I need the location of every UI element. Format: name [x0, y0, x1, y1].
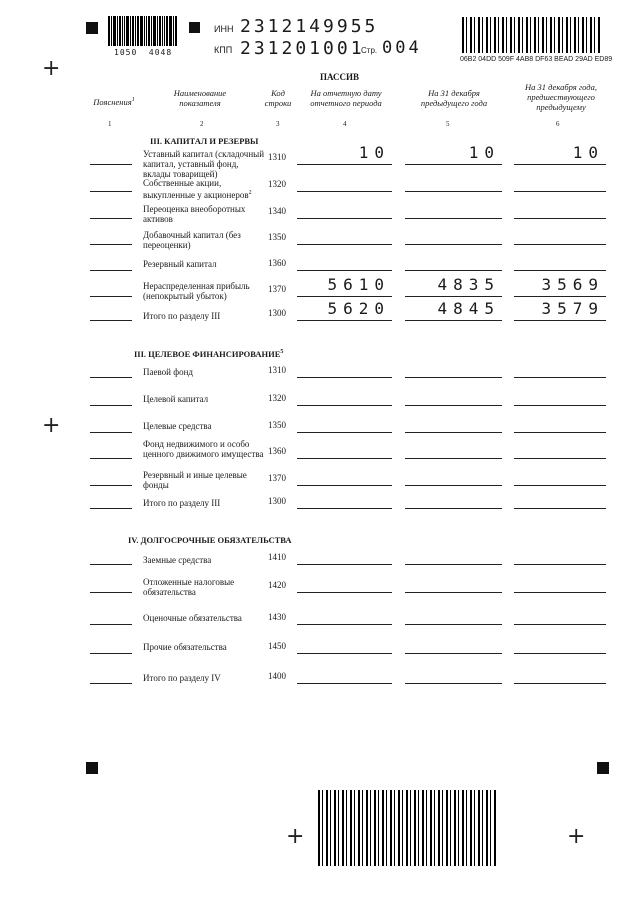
- kpp-value: 231201001: [240, 38, 365, 59]
- explanation-cell-line: [90, 296, 132, 297]
- row-code: 1400: [268, 671, 286, 681]
- value-current-period-line: [297, 485, 392, 486]
- row-code: 1420: [268, 580, 286, 590]
- row-name: Целевой капитал: [143, 394, 209, 404]
- col-number-5: 5: [446, 120, 450, 128]
- value-current-period-line: [297, 564, 392, 565]
- value-year-before-previous: 10: [572, 143, 604, 162]
- value-previous-year-line: [405, 508, 502, 509]
- registration-square-top-left: [86, 22, 98, 34]
- value-year-before-previous: 3569: [541, 275, 604, 294]
- explanation-cell-line: [90, 377, 132, 378]
- col-header-3: Код строки: [264, 88, 292, 108]
- row-code: 1350: [268, 420, 286, 430]
- value-current-period: 5610: [327, 275, 390, 294]
- row-code: 1410: [268, 552, 286, 562]
- col-number-6: 6: [556, 120, 560, 128]
- value-current-period: 10: [358, 143, 390, 162]
- value-year-before-previous-line: [514, 320, 606, 321]
- crosshair-mark-bottom-left: +: [286, 824, 305, 849]
- value-previous-year-line: [405, 218, 502, 219]
- value-year-before-previous-line: [514, 432, 606, 433]
- value-year-before-previous-line: [514, 270, 606, 271]
- explanation-cell-line: [90, 405, 132, 406]
- explanation-cell-line: [90, 508, 132, 509]
- explanation-cell-line: [90, 191, 132, 192]
- barcode-number: 1050 4048: [114, 48, 173, 57]
- registration-square-bottom-right: [597, 762, 609, 774]
- table-title: ПАССИВ: [320, 72, 360, 82]
- row-code: 1430: [268, 612, 286, 622]
- barcode-1d: [108, 16, 178, 46]
- explanation-cell-line: [90, 564, 132, 565]
- row-code: 1340: [268, 206, 286, 216]
- section-title-target-financing: III. ЦЕЛЕВОЕ ФИНАНСИРОВАНИЕ$^5$: [134, 349, 284, 359]
- explanation-cell-line: [90, 485, 132, 486]
- value-previous-year: 4835: [437, 275, 500, 294]
- value-previous-year-line: [405, 191, 502, 192]
- col-number-2: 2: [200, 120, 204, 128]
- value-current-period-line: [297, 270, 392, 271]
- value-current-period-line: [297, 377, 392, 378]
- inn-value: 2312149955: [240, 16, 379, 37]
- value-current-period-line: [297, 458, 392, 459]
- row-name: Отложенные налоговые обязательства: [143, 577, 235, 597]
- col-number-4: 4: [343, 120, 347, 128]
- hex-code: 06B2 04DD 509F 4AB8 DF63 BEAD 29AD ED89: [460, 56, 613, 63]
- col-header-2: Наименование показателя: [173, 88, 227, 108]
- row-name: Итого по разделу III: [143, 498, 221, 508]
- row-name: Заемные средства: [143, 555, 212, 565]
- row-code: 1320: [268, 393, 286, 403]
- col-header-1: Пояснения$^1$: [93, 96, 135, 107]
- col-header-4: На отчетную дату отчетного периода: [310, 88, 382, 108]
- explanation-cell-line: [90, 218, 132, 219]
- value-previous-year: 10: [468, 143, 500, 162]
- row-name: Паевой фонд: [143, 367, 193, 377]
- value-year-before-previous-line: [514, 191, 606, 192]
- row-name: Уставный капитал (складочный капитал, уставный фонд, вклады товарищей): [143, 149, 265, 179]
- explanation-cell-line: [90, 164, 132, 165]
- explanation-cell-line: [90, 653, 132, 654]
- value-year-before-previous-line: [514, 485, 606, 486]
- value-previous-year-line: [405, 164, 502, 165]
- value-previous-year-line: [405, 405, 502, 406]
- explanation-cell-line: [90, 458, 132, 459]
- section-title-capital: III. КАПИТАЛ И РЕЗЕРВЫ: [150, 136, 259, 146]
- row-name: Итого по разделу IV: [143, 673, 221, 683]
- col-number-3: 3: [276, 120, 280, 128]
- value-current-period-line: [297, 164, 392, 165]
- row-name: Фонд недвижимого и особо ценного движимого имущества: [143, 439, 264, 459]
- page-label: Стр.: [361, 46, 378, 55]
- explanation-cell-line: [90, 592, 132, 593]
- value-previous-year-line: [405, 270, 502, 271]
- row-name: Целевые средства: [143, 421, 212, 431]
- explanation-cell-line: [90, 320, 132, 321]
- explanation-cell-line: [90, 683, 132, 684]
- row-name: Резервный и иные целевые фонды: [143, 470, 247, 490]
- explanation-cell-line: [90, 432, 132, 433]
- registration-square-top-mid: [189, 22, 200, 33]
- crosshair-mark-bottom-right: +: [567, 824, 586, 849]
- value-year-before-previous-line: [514, 218, 606, 219]
- value-current-period-line: [297, 218, 392, 219]
- explanation-cell-line: [90, 270, 132, 271]
- row-code: 1370: [268, 284, 286, 294]
- value-year-before-previous-line: [514, 377, 606, 378]
- page-value: 004: [382, 38, 422, 58]
- row-code: 1310: [268, 152, 286, 162]
- datamatrix-code-top: [462, 17, 602, 53]
- value-previous-year-line: [405, 458, 502, 459]
- value-current-period-line: [297, 296, 392, 297]
- section-title-long-term: IV. ДОЛГОСРОЧНЫЕ ОБЯЗАТЕЛЬСТВА: [128, 535, 292, 545]
- value-year-before-previous-line: [514, 164, 606, 165]
- row-name: Добавочный капитал (без переоценки): [143, 230, 241, 250]
- value-year-before-previous-line: [514, 244, 606, 245]
- value-current-period-line: [297, 683, 392, 684]
- value-year-before-previous: 3579: [541, 299, 604, 318]
- value-previous-year-line: [405, 683, 502, 684]
- value-current-period: 5620: [327, 299, 390, 318]
- value-current-period-line: [297, 191, 392, 192]
- row-name: Переоценка внеоборотных активов: [143, 204, 246, 224]
- row-code: 1450: [268, 641, 286, 651]
- value-previous-year-line: [405, 485, 502, 486]
- value-previous-year-line: [405, 296, 502, 297]
- value-previous-year-line: [405, 653, 502, 654]
- value-current-period-line: [297, 244, 392, 245]
- row-code: 1300: [268, 496, 286, 506]
- row-name: Собственные акции, выкупленные у акционеров$^2$: [143, 178, 252, 200]
- value-current-period-line: [297, 432, 392, 433]
- value-previous-year-line: [405, 432, 502, 433]
- row-code: 1300: [268, 308, 286, 318]
- row-name: Оценочные обязательства: [143, 613, 242, 623]
- col-header-5: На 31 декабря предыдущего года: [420, 88, 488, 108]
- value-previous-year-line: [405, 564, 502, 565]
- col-number-1: 1: [108, 120, 112, 128]
- row-code: 1370: [268, 473, 286, 483]
- value-year-before-previous-line: [514, 564, 606, 565]
- row-code: 1360: [268, 258, 286, 268]
- value-current-period-line: [297, 405, 392, 406]
- value-year-before-previous-line: [514, 405, 606, 406]
- row-name: Нераспределенная прибыль (непокрытый убыток): [143, 281, 250, 301]
- row-name: Прочие обязательства: [143, 642, 227, 652]
- row-name: Итого по разделу III: [143, 311, 221, 321]
- value-year-before-previous-line: [514, 458, 606, 459]
- row-code: 1320: [268, 179, 286, 189]
- value-previous-year-line: [405, 377, 502, 378]
- explanation-cell-line: [90, 624, 132, 625]
- value-year-before-previous-line: [514, 683, 606, 684]
- crosshair-mark-mid-left: +: [42, 413, 61, 438]
- value-current-period-line: [297, 592, 392, 593]
- crosshair-mark-top-left: +: [42, 56, 61, 81]
- value-year-before-previous-line: [514, 592, 606, 593]
- row-code: 1310: [268, 365, 286, 375]
- value-current-period-line: [297, 508, 392, 509]
- row-code: 1350: [268, 232, 286, 242]
- registration-square-bottom-left: [86, 762, 98, 774]
- value-year-before-previous-line: [514, 508, 606, 509]
- datamatrix-code-bottom: [318, 790, 496, 866]
- col-header-6: На 31 декабря года, предшествующего предыдущему: [525, 82, 597, 112]
- value-current-period-line: [297, 320, 392, 321]
- value-current-period-line: [297, 653, 392, 654]
- value-previous-year: 4845: [437, 299, 500, 318]
- value-current-period-line: [297, 624, 392, 625]
- value-previous-year-line: [405, 320, 502, 321]
- explanation-cell-line: [90, 244, 132, 245]
- kpp-label: КПП: [214, 45, 233, 55]
- value-previous-year-line: [405, 624, 502, 625]
- value-year-before-previous-line: [514, 624, 606, 625]
- value-year-before-previous-line: [514, 296, 606, 297]
- row-name: Резервный капитал: [143, 259, 217, 269]
- value-previous-year-line: [405, 592, 502, 593]
- inn-label: ИНН: [214, 24, 234, 34]
- row-code: 1360: [268, 446, 286, 456]
- value-previous-year-line: [405, 244, 502, 245]
- value-year-before-previous-line: [514, 653, 606, 654]
